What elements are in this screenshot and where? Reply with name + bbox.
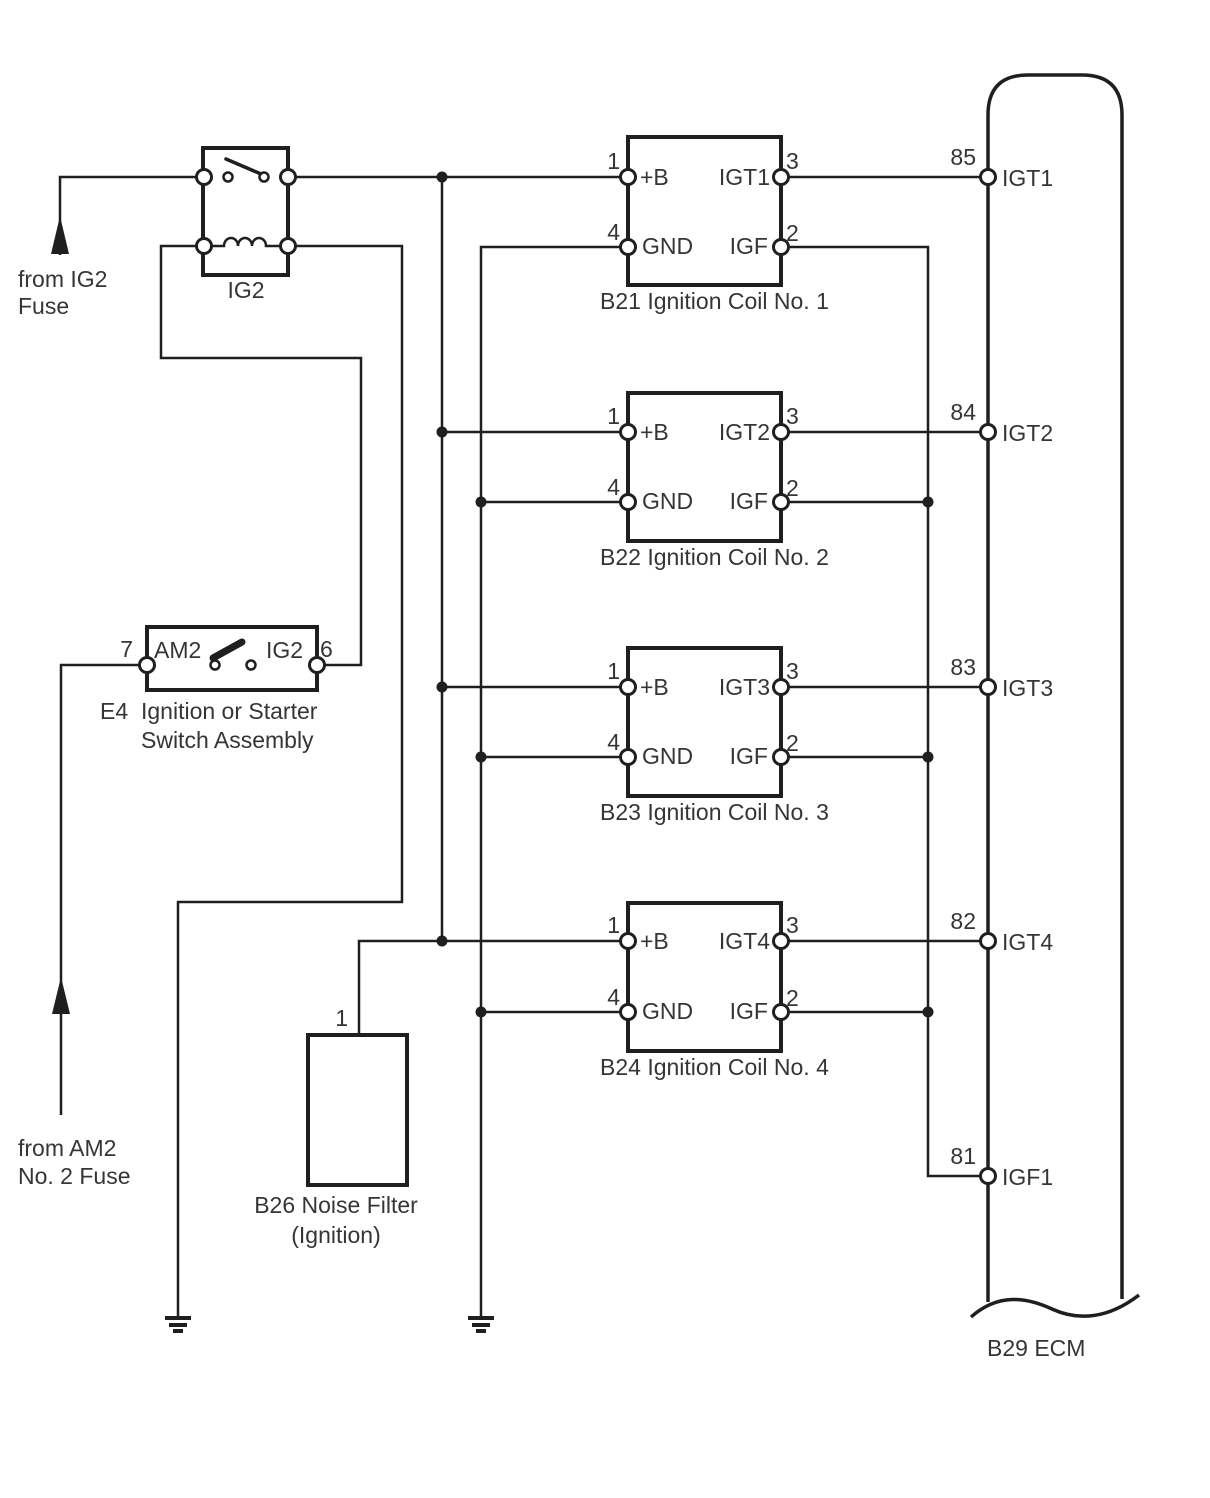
ecm-pin-number: 83 xyxy=(950,654,976,680)
pin-label-igt: IGT4 xyxy=(718,928,770,954)
coil-caption: B24 Ignition Coil No. 4 xyxy=(600,1054,829,1080)
switch-pin-am2 xyxy=(140,658,155,673)
relay-pin xyxy=(281,239,296,254)
pin-label-igf: IGF xyxy=(729,743,768,769)
wire-coil4-b-noise-filter xyxy=(359,941,628,1035)
coil-body xyxy=(628,137,781,285)
noise-filter-caption-line1: B26 Noise Filter xyxy=(254,1192,418,1218)
pin-number: 4 xyxy=(607,984,620,1010)
switch-name-line2: Switch Assembly xyxy=(141,727,314,753)
junction-dot xyxy=(923,752,934,763)
switch-id: E4 xyxy=(100,698,129,724)
coil-caption: B23 Ignition Coil No. 3 xyxy=(600,799,829,825)
coil-caption: B21 Ignition Coil No. 1 xyxy=(600,288,829,314)
ecm-caption: B29 ECM xyxy=(987,1335,1086,1361)
ecm-pin-name: IGF1 xyxy=(1002,1164,1054,1190)
ecm-pin-igt1 xyxy=(981,170,996,185)
ecm-pin-name: IGT4 xyxy=(1002,929,1054,955)
pin-number: 1 xyxy=(607,912,620,938)
pin-number: 4 xyxy=(607,219,620,245)
junction-dot xyxy=(437,427,448,438)
pin-label-igt: IGT1 xyxy=(718,164,770,190)
switch-contact xyxy=(247,661,256,670)
ecm-pin-igf1 xyxy=(981,1169,996,1184)
pin-number: 2 xyxy=(786,220,799,246)
noise-filter-body xyxy=(308,1035,407,1185)
relay-pin xyxy=(281,170,296,185)
coil-pin-b xyxy=(621,934,636,949)
ecm-pin-igt2 xyxy=(981,425,996,440)
coil-pin-gnd xyxy=(621,750,636,765)
junction-dot xyxy=(437,936,448,947)
pin-label-igt: IGT2 xyxy=(718,419,770,445)
pin-label-igf: IGF xyxy=(729,233,768,259)
switch-pin-number-left: 7 xyxy=(120,636,133,662)
pin-number: 4 xyxy=(607,474,620,500)
ecm-pin-number: 84 xyxy=(950,399,976,425)
ecm-b29 xyxy=(950,75,1139,1361)
pin-number: 3 xyxy=(786,912,799,938)
pin-label-gnd: GND xyxy=(642,998,694,1024)
ignition-coil-b23 xyxy=(600,648,829,825)
switch-terminal-am2: AM2 xyxy=(154,637,202,663)
noise-filter-b26 xyxy=(254,1005,418,1248)
wire-gnd-bus xyxy=(481,247,628,1316)
pin-label-igf: IGF xyxy=(729,488,768,514)
coil-body xyxy=(628,393,781,541)
pin-number: 2 xyxy=(786,475,799,501)
junction-dot xyxy=(923,1007,934,1018)
pin-label-b: +B xyxy=(640,419,669,445)
wire-am2-feed xyxy=(61,665,147,1115)
source-labels xyxy=(18,266,131,1189)
pin-label-gnd: GND xyxy=(642,743,694,769)
ecm-break-squiggle xyxy=(971,1295,1139,1317)
coil-pin-gnd xyxy=(621,240,636,255)
pin-number: 1 xyxy=(607,658,620,684)
noise-filter-caption-line2: (Ignition) xyxy=(291,1222,381,1248)
relay-ig2 xyxy=(197,148,296,303)
switch-terminal-ig2: IG2 xyxy=(266,637,304,663)
ecm-pin-number: 82 xyxy=(950,908,976,934)
coil-pin-b xyxy=(621,425,636,440)
pin-number: 3 xyxy=(786,658,799,684)
wire-relaycoil-to-switch xyxy=(161,246,361,665)
pin-label-gnd: GND xyxy=(642,488,694,514)
pin-label-igt: IGT3 xyxy=(718,674,770,700)
junction-dot xyxy=(476,497,487,508)
ignition-coil-b24 xyxy=(600,903,829,1080)
ecm-pin-igt4 xyxy=(981,934,996,949)
am2-source-label-line1: from AM2 xyxy=(18,1135,117,1161)
relay-pin xyxy=(197,239,212,254)
ig2-source-label-line1: from IG2 xyxy=(18,266,108,292)
coil-pin-gnd xyxy=(621,1005,636,1020)
coil-body xyxy=(628,903,781,1051)
pin-label-b: +B xyxy=(640,928,669,954)
ground-symbol-center xyxy=(468,1318,494,1331)
junction-dot xyxy=(923,497,934,508)
am2-source-label-line2: No. 2 Fuse xyxy=(18,1163,131,1189)
junction-dot xyxy=(476,752,487,763)
coil-caption: B22 Ignition Coil No. 2 xyxy=(600,544,829,570)
ignition-coil-b21 xyxy=(600,137,829,314)
wire-ig2-feed xyxy=(60,177,204,255)
coil-pin-b xyxy=(621,170,636,185)
pin-label-gnd: GND xyxy=(642,233,694,259)
coil-body xyxy=(628,648,781,796)
ignition-coil-b22 xyxy=(600,393,829,570)
ecm-pin-igt3 xyxy=(981,680,996,695)
pin-label-b: +B xyxy=(640,674,669,700)
junction-dot xyxy=(437,172,448,183)
relay-label: IG2 xyxy=(227,277,265,303)
ecm-pin-number: 81 xyxy=(950,1143,976,1169)
ecm-pin-name: IGT2 xyxy=(1002,420,1054,446)
pin-label-b: +B xyxy=(640,164,669,190)
ecm-pin-name: IGT3 xyxy=(1002,675,1054,701)
pin-label-igf: IGF xyxy=(729,998,768,1024)
arrow-up-icon-ig2-source xyxy=(51,216,69,254)
pin-number: 1 xyxy=(607,148,620,174)
pin-number: 3 xyxy=(786,403,799,429)
ig2-source-label-line2: Fuse xyxy=(18,293,70,319)
junction-dot xyxy=(476,1007,487,1018)
pin-number: 2 xyxy=(786,730,799,756)
ground-symbol-left xyxy=(165,1318,191,1331)
relay-contact xyxy=(260,173,269,182)
wire-igf-bus xyxy=(781,247,988,1176)
switch-name-line1: Ignition or Starter xyxy=(141,698,318,724)
coil-pin-b xyxy=(621,680,636,695)
junction-dot xyxy=(437,682,448,693)
relay-pin xyxy=(197,170,212,185)
arrow-up-icon-am2-source xyxy=(52,977,70,1014)
pin-number: 2 xyxy=(786,985,799,1011)
switch-contact xyxy=(211,661,220,670)
ecm-pin-name: IGT1 xyxy=(1002,165,1054,191)
coil-pin-gnd xyxy=(621,495,636,510)
relay-contact xyxy=(224,173,233,182)
ecm-pin-number: 85 xyxy=(950,144,976,170)
switch-pin-number-right: 6 xyxy=(320,636,333,662)
pin-number: 4 xyxy=(607,729,620,755)
pin-number: 1 xyxy=(607,403,620,429)
pin-number: 1 xyxy=(335,1005,348,1031)
pin-number: 3 xyxy=(786,148,799,174)
ignition-switch-e4 xyxy=(100,627,333,753)
